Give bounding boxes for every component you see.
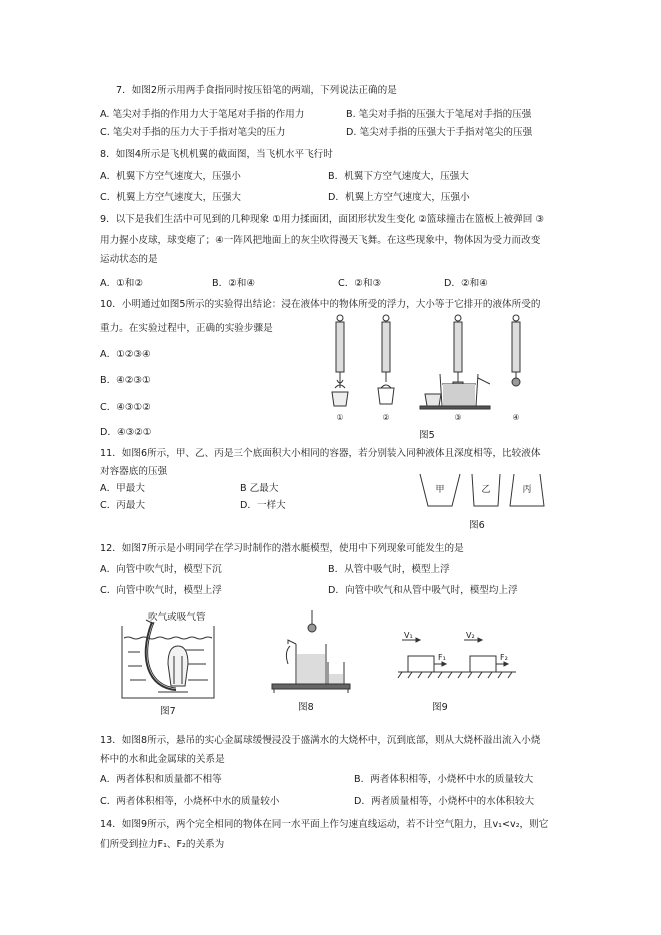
q12-option-b: B．从管中吸气时，模型上浮 bbox=[328, 564, 450, 575]
fig9-f1-label: F₁ bbox=[438, 653, 446, 662]
fig5-label-1: ① bbox=[336, 413, 344, 422]
q10-option-d: D．④③②① bbox=[100, 427, 152, 438]
q10-option-c: C．④③①② bbox=[100, 402, 151, 413]
q9-stem-line1: 9．以下是我们生活中可见到的几种现象 ①用力揉面团，面团形状发生变化 ②篮球撞击在篮板上被弹回 ③ bbox=[100, 214, 544, 225]
q13-option-b: B．两者体积相等，小烧杯中水的质量较大 bbox=[354, 774, 534, 785]
container-bing: 丙 bbox=[522, 485, 532, 495]
q12-option-c: C．向管中吹气时，模型上浮 bbox=[100, 585, 222, 596]
figure-9-caption: 图9 bbox=[432, 702, 448, 713]
q8-option-c: C．机翼上方空气速度大，压强大 bbox=[100, 192, 242, 203]
container-jia: 甲 bbox=[435, 485, 445, 495]
fig5-label-2: ② bbox=[382, 413, 390, 422]
q9-option-d: D．②和④ bbox=[444, 278, 488, 289]
q9-stem-line2: 用力握小皮球，球变瘪了；④一阵风把地面上的灰尘吹得漫天飞舞。在这些现象中，物体因为受力而改变 bbox=[100, 235, 541, 246]
figure-6-containers bbox=[418, 472, 548, 510]
q7-stem: 7．如图2所示用两手食指同时按压铅笔的两端，下列说法正确的是 bbox=[116, 85, 397, 96]
q13-option-d: D．两者质量相等，小烧杯中的水体积较大 bbox=[354, 796, 535, 807]
q10-option-b: B．④②③① bbox=[100, 375, 151, 386]
q11-stem-line2: 对容器底的压强 bbox=[100, 466, 168, 477]
q9-option-a: A．①和② bbox=[100, 278, 143, 289]
fig9-f2-label: F₂ bbox=[500, 653, 508, 662]
figure-6-caption: 图6 bbox=[469, 520, 485, 531]
q12-option-a: A．向管中吹气时，模型下沉 bbox=[100, 564, 222, 575]
q13-stem-line1: 13．如图8所示，悬吊的实心金属球缓慢浸没于盛满水的大烧杯中，沉到底部，则从大烧杯溢出流入小烧 bbox=[100, 735, 541, 746]
figure-5-caption: 图5 bbox=[419, 430, 435, 441]
q11-option-c: C．丙最大 bbox=[100, 500, 146, 511]
q8-option-b: B．机翼下方空气速度大，压强大 bbox=[328, 171, 469, 182]
q14-stem-line2: 们所受到拉力F₁、F₂的关系为 bbox=[100, 839, 225, 850]
q7-option-a: A. 笔尖对手指的作用力大于笔尾对手指的作用力 bbox=[100, 109, 305, 120]
q9-option-c: C．②和③ bbox=[338, 278, 382, 289]
fig9-v2-label: V₂ bbox=[466, 631, 475, 640]
q13-option-a: A．两者体积和质量都不相等 bbox=[100, 774, 222, 785]
q11-option-b: B 乙最大 bbox=[240, 483, 279, 494]
figure-5-spring-scales bbox=[320, 312, 540, 432]
q7-option-b: B. 笔尖对手指的压强大于笔尾对手指的压强 bbox=[346, 109, 532, 120]
figure-8-overflow-beaker bbox=[268, 610, 354, 696]
q7-option-d: D. 笔尖对手指的压强大于手指对笔尖的压强 bbox=[346, 127, 533, 138]
figure-7-caption: 图7 bbox=[160, 706, 176, 717]
q12-option-d: D．向管中吹气和从管中吸气时，模型均上浮 bbox=[328, 585, 518, 596]
figure-9-two-blocks bbox=[398, 632, 518, 682]
fig9-v1-label: V₁ bbox=[404, 631, 413, 640]
fig7-tube-label: 吹气或吸气管 bbox=[148, 612, 206, 623]
q7-option-c: C. 笔尖对手指的压力大于手指对笔尖的压力 bbox=[100, 127, 286, 138]
figure-8-caption: 图8 bbox=[298, 702, 314, 713]
fig5-label-3: ③ bbox=[454, 413, 462, 422]
q12-stem: 12．如图7所示是小明同学在学习时制作的潜水艇模型，使用中下列现象可能发生的是 bbox=[100, 543, 464, 554]
q11-option-d: D．一样大 bbox=[240, 500, 286, 511]
q11-option-a: A．甲最大 bbox=[100, 483, 145, 494]
q10-stem-line1: 10．小明通过如图5所示的实验得出结论：浸在液体中的物体所受的浮力，大小等于它排开的液体所受的 bbox=[100, 299, 541, 310]
figure-7-submarine-model bbox=[118, 618, 218, 700]
q10-option-a: A．①②③④ bbox=[100, 349, 151, 360]
q8-option-a: A．机翼下方空气速度大，压强小 bbox=[100, 171, 241, 182]
q13-stem-line2: 杯中的水和此金属球的关系是 bbox=[100, 754, 225, 765]
q8-stem: 8．如图4所示是飞机机翼的截面图，当飞机水平飞行时 bbox=[100, 149, 333, 160]
q11-stem-line1: 11．如图6所示，甲、乙、丙是三个底面积大小相同的容器，若分别装入同种液体且深度相等，比较液体 bbox=[100, 448, 541, 459]
q14-stem-line1: 14．如图9所示，两个完全相同的物体在同一水平面上作匀速直线运动，若不计空气阻力，且v₁<v₂，则它 bbox=[100, 819, 549, 830]
container-yi: 乙 bbox=[481, 485, 491, 495]
q10-stem-line2: 重力。在实验过程中，正确的实验步骤是 bbox=[100, 323, 273, 334]
q8-option-d: D．机翼上方空气速度大，压强小 bbox=[328, 192, 470, 203]
q9-option-b: B．②和④ bbox=[212, 278, 255, 289]
fig5-label-4: ④ bbox=[512, 413, 520, 422]
q9-stem-line3: 运动状态的是 bbox=[100, 254, 158, 265]
q13-option-c: C．两者体积相等，小烧杯中水的质量较小 bbox=[100, 796, 280, 807]
